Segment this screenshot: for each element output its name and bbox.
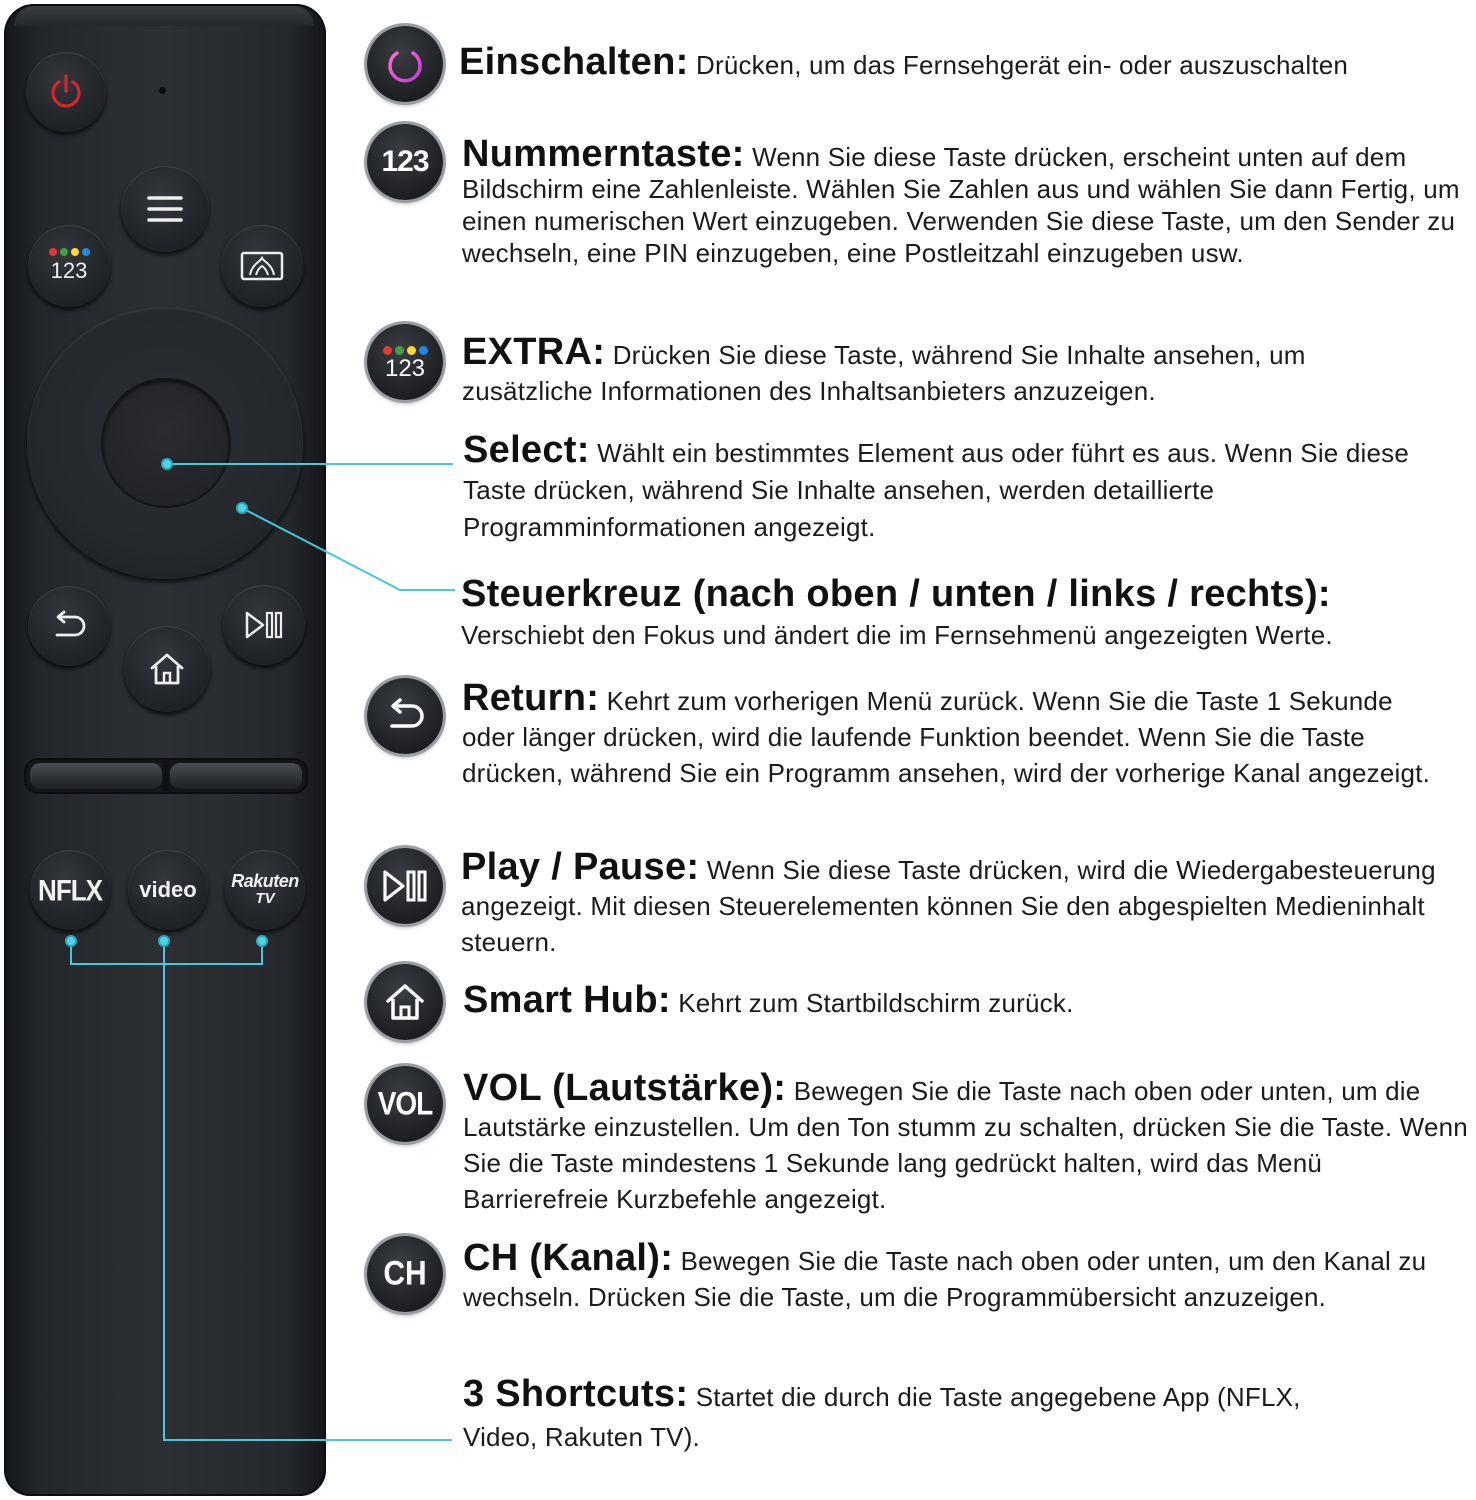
- number-key-title: Nummerntaste:: [462, 133, 745, 175]
- return-description: [462, 677, 1442, 791]
- shortcuts-title: 3 Shortcuts:: [463, 1373, 689, 1415]
- extra-title: EXTRA:: [462, 331, 606, 373]
- video-label: video: [139, 877, 197, 902]
- rakuten-tv-label: TV: [255, 890, 275, 907]
- extra-badge-label: 123: [384, 354, 426, 382]
- shortcuts-description: [463, 1374, 1363, 1457]
- number-button-label: 123: [50, 258, 88, 283]
- channel-badge: [367, 1236, 443, 1312]
- smart-hub-badge: [367, 964, 443, 1040]
- return-title: Return:: [462, 677, 600, 719]
- extra-badge: [367, 324, 443, 400]
- home-icon: [383, 980, 427, 1024]
- play-pause-icon: [381, 868, 429, 904]
- shortcuts-text: Startet die durch die Taste angegebene App (NFLX, Video, Rakuten TV).: [463, 1382, 1301, 1452]
- volume-title: VOL (Lautstärke):: [463, 1067, 787, 1109]
- number-badge-label: 123: [381, 145, 429, 178]
- volume-description: [463, 1067, 1473, 1217]
- smart-hub-title: Smart Hub:: [463, 979, 671, 1021]
- channel-text: Bewegen Sie die Taste nach oben oder unten, um den Kanal zu wechseln. Drücken Sie die Taste, um die Programmübersicht anzuzeigen.: [463, 1246, 1427, 1312]
- channel-title: CH (Kanal):: [463, 1237, 674, 1279]
- netflix-label: NFLX: [38, 872, 102, 907]
- play-pause-badge: [367, 848, 443, 924]
- play-pause-text: Wenn Sie diese Taste drücken, wird die Wiedergabesteuerung angezeigt. Mit diesen Steuerelementen können Sie den abgespielten Medieninhalt steuern.: [461, 855, 1436, 957]
- select-text: Wählt ein bestimmtes Element aus oder führt es aus. Wenn Sie diese Taste drücken, während Sie Inhalte ansehen, werden detaillierte Programminformationen angezeigt.: [463, 438, 1410, 542]
- power-description: [459, 41, 1459, 83]
- smart-hub-text: Kehrt zum Startbildschirm zurück.: [678, 988, 1074, 1018]
- volume-text: Bewegen Sie die Taste nach oben oder unten, um die Lautstärke einzustellen. Um den Ton stumm zu schalten, drücken Sie die Taste. Wenn Sie die Taste mindestens 1 Sekunde lang gedrückt halten, wird das Menü Barrierefreie Kurzbefehle angezeigt.: [463, 1076, 1468, 1214]
- return-icon: [383, 697, 427, 735]
- power-title: Einschalten:: [459, 41, 689, 83]
- select-title: Select:: [463, 429, 590, 471]
- return-text: Kehrt zum vorherigen Menü zurück. Wenn Sie die Taste 1 Sekunde oder länger drücken, wird die laufende Funktion beendet. Wenn Sie die Taste drücken, während Sie ein Programm ansehen, wird der vorherige Kanal angezeigt.: [462, 686, 1431, 788]
- volume-badge: [367, 1066, 443, 1142]
- extra-text: Drücken Sie diese Taste, während Sie Inhalte ansehen, um zusätzliche Informationen des Inhaltsanbieters anzuzeigen.: [462, 340, 1306, 406]
- power-icon: [383, 42, 427, 86]
- power-text: Drücken, um das Fernsehgerät ein- oder auszuschalten: [695, 50, 1349, 80]
- channel-description: [463, 1237, 1463, 1315]
- power-badge: [367, 26, 443, 102]
- rakuten-label: Rakuten: [231, 871, 299, 891]
- return-badge: [367, 678, 443, 754]
- volume-badge-label: VOL: [377, 1085, 433, 1122]
- dpad-title: Steuerkreuz (nach oben / unten / links / rechts):: [461, 573, 1331, 615]
- smart-hub-description: [463, 979, 1453, 1021]
- play-pause-description: [461, 846, 1451, 960]
- number-key-description: [462, 133, 1467, 269]
- number-key-text: Wenn Sie diese Taste drücken, erscheint unten auf dem Bildschirm eine Zahlenleiste. Wählen Sie Zahlen aus und wählen Sie dann Fertig, um einen numerischen Wert einzugeben. Verwenden Sie diese Taste, um den Sender zu wechseln, eine PIN einzugeben, eine Postleitzahl einzugeben usw.: [462, 142, 1460, 268]
- play-pause-title: Play / Pause:: [461, 846, 700, 888]
- select-description: [463, 429, 1453, 546]
- color-dots-icon: [383, 346, 428, 355]
- channel-badge-label: CH: [383, 1254, 427, 1293]
- dpad-description: [461, 572, 1461, 663]
- number-badge: [367, 124, 443, 200]
- dpad-text: Verschiebt den Fokus und ändert die im Fernsehmenü angezeigten Werte.: [461, 620, 1333, 650]
- extra-description: [462, 331, 1442, 409]
